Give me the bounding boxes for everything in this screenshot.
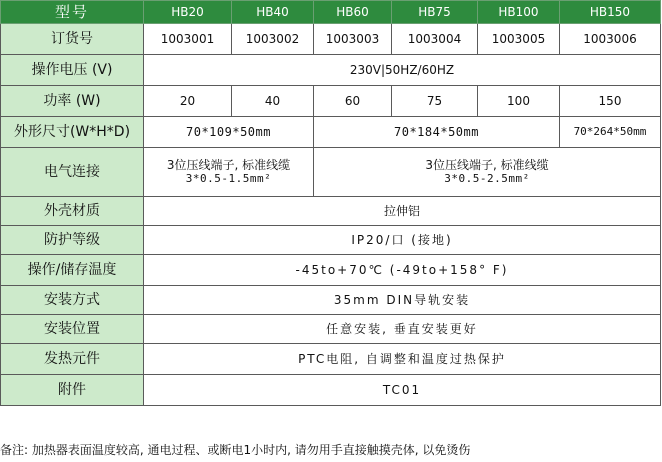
element-value: PTC电阻, 自调整和温度过热保护 bbox=[144, 344, 661, 375]
connection-row bbox=[1, 148, 661, 197]
footnote: 备注: 加热器表面温度较高, 通电过程、或断电1小时内, 请勿用手直接触摸壳体, 以免烫伤 bbox=[0, 443, 471, 457]
dimensions-label: 外形尺寸(W*H*D) bbox=[1, 117, 144, 148]
power-row bbox=[1, 86, 661, 117]
mounting-value: 35mm DIN导轨安装 bbox=[144, 286, 661, 315]
power-value: 75 bbox=[392, 86, 478, 117]
order-no-row bbox=[1, 24, 661, 55]
order-no-value: 1003005 bbox=[478, 24, 560, 55]
order-no-value: 1003004 bbox=[392, 24, 478, 55]
housing-row bbox=[1, 197, 661, 226]
model-hb150: HB150 bbox=[560, 1, 661, 24]
position-row bbox=[1, 315, 661, 344]
protection-label: 防护等级 bbox=[1, 226, 144, 255]
protection-value: IP20/口 (接地) bbox=[144, 226, 661, 255]
power-label: 功率 (W) bbox=[1, 86, 144, 117]
mounting-row bbox=[1, 286, 661, 315]
position-label: 安装位置 bbox=[1, 315, 144, 344]
model-hb20: HB20 bbox=[144, 1, 232, 24]
order-no-value: 1003001 bbox=[144, 24, 232, 55]
order-no-value: 1003002 bbox=[232, 24, 314, 55]
voltage-value: 230V|50HZ/60HZ bbox=[144, 55, 661, 86]
voltage-row bbox=[1, 55, 661, 86]
housing-value: 拉伸铝 bbox=[144, 197, 661, 226]
power-value: 150 bbox=[560, 86, 661, 117]
model-hb60: HB60 bbox=[314, 1, 392, 24]
dimensions-row bbox=[1, 117, 661, 148]
connection-small bbox=[144, 148, 314, 197]
model-hb40: HB40 bbox=[232, 1, 314, 24]
connection-large-line1: 3位压线端子, 标准线缆 bbox=[425, 158, 549, 172]
order-no-value: 1003003 bbox=[314, 24, 392, 55]
protection-row bbox=[1, 226, 661, 255]
accessory-value: TC01 bbox=[144, 375, 661, 406]
power-value: 100 bbox=[478, 86, 560, 117]
connection-large bbox=[314, 148, 661, 197]
model-hb75: HB75 bbox=[392, 1, 478, 24]
dimensions-small: 70*109*50mm bbox=[144, 117, 314, 148]
model-header-label: 型号 bbox=[1, 1, 144, 24]
connection-small-line2: 3*0.5-1.5mm² bbox=[185, 172, 272, 185]
element-label: 发热元件 bbox=[1, 344, 144, 375]
connection-small-line1: 3位压线端子, 标准线缆 bbox=[166, 158, 291, 172]
order-no-value: 1003006 bbox=[560, 24, 661, 55]
dimensions-medium: 70*184*50mm bbox=[314, 117, 560, 148]
model-hb100: HB100 bbox=[478, 1, 560, 24]
temperature-value: -45to+70℃ (-49to+158° F) bbox=[144, 255, 661, 286]
dimensions-large: 70*264*50mm bbox=[560, 117, 661, 148]
voltage-label: 操作电压 (V) bbox=[1, 55, 144, 86]
position-value: 任意安装, 垂直安装更好 bbox=[144, 315, 661, 344]
accessory-label: 附件 bbox=[1, 375, 144, 406]
power-value: 20 bbox=[144, 86, 232, 117]
temperature-row bbox=[1, 255, 661, 286]
order-no-label: 订货号 bbox=[1, 24, 144, 55]
connection-large-line2: 3*0.5-2.5mm² bbox=[444, 172, 530, 185]
power-value: 40 bbox=[232, 86, 314, 117]
connection-label: 电气连接 bbox=[1, 148, 144, 197]
element-row bbox=[1, 344, 661, 375]
mounting-label: 安装方式 bbox=[1, 286, 144, 315]
accessory-row bbox=[1, 375, 661, 406]
housing-label: 外壳材质 bbox=[1, 197, 144, 226]
temperature-label: 操作/储存温度 bbox=[1, 255, 144, 286]
header-row bbox=[1, 1, 661, 24]
power-value: 60 bbox=[314, 86, 392, 117]
